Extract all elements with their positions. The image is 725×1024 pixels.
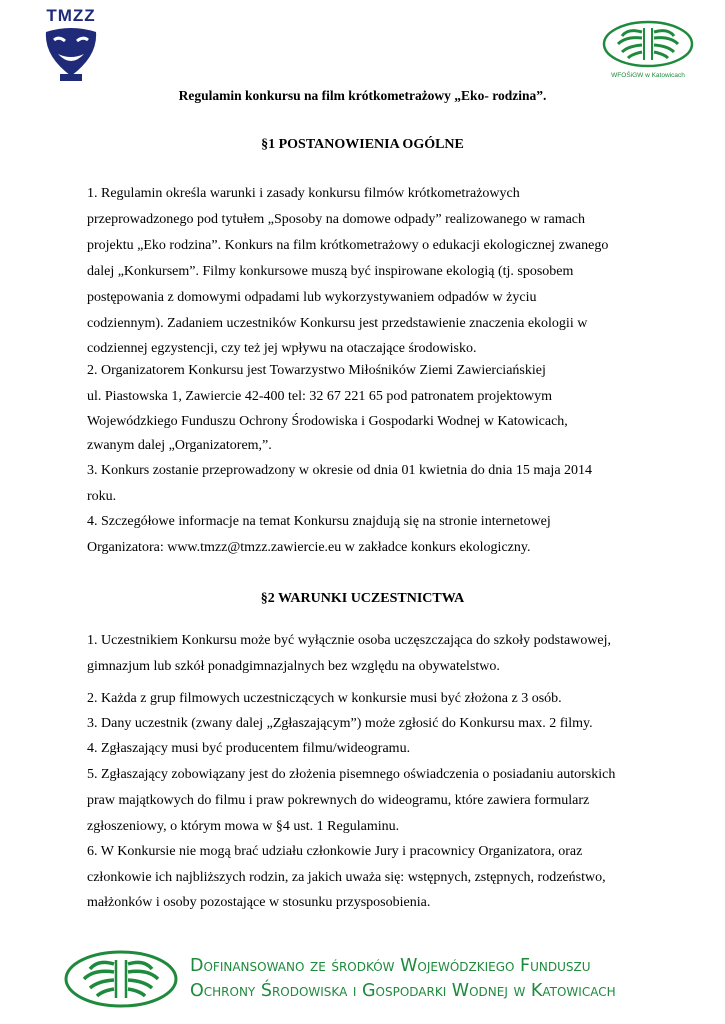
section1-line: codziennym). Zadaniem uczestników Konkursu jest przedstawienie znaczenia ekologii w [87, 316, 588, 331]
section1-line: ul. Piastowska 1, Zawiercie 42-400 tel: 32 67 221 65 pod patronatem projektowym [87, 389, 553, 404]
section1-line: zwanym dalej „Organizatorem,”. [87, 438, 272, 453]
wfosigw-logo [598, 18, 698, 82]
section2-line: praw majątkowych do filmu i praw pokrewnych do wideogramu, które zawiera formularz [87, 793, 590, 808]
funding-text-line1: Dofinansowano ze środków Wojewódzkiego Funduszu [190, 956, 591, 976]
section1-line: roku. [87, 489, 117, 504]
funding-footer [62, 948, 672, 1010]
wfosigw-footer-emblem-icon [62, 948, 180, 1010]
section2-heading: §2 WARUNKI UCZESTNICTWA [260, 591, 465, 606]
section1-line: 1. Regulamin określa warunki i zasady konkursu filmów krótkometrażowych [87, 186, 520, 201]
tmzz-logo [36, 6, 106, 82]
wfosigw-caption: WFOŚiGW w Katowicach [611, 72, 685, 79]
section1-line: Organizatora: www.tmzz@tmzz.zawiercie.eu w zakładce konkurs ekologiczny. [87, 540, 531, 555]
section2-line: 5. Zgłaszający zobowiązany jest do złożenia pisemnego oświadczenia o posiadaniu autorskich [87, 767, 616, 782]
section1-line: codziennej egzystencji, czy też jej wpływu na otaczające środowisko. [87, 341, 477, 356]
section1-line: projektu „Eko rodzina”. Konkurs na film krótkometrażowy o edukacji ekologicznej zwanego [87, 238, 609, 253]
section2-line: 1. Uczestnikiem Konkursu może być wyłącznie osoba uczęszczająca do szkoły podstawowej, [87, 633, 612, 648]
section1-line: dalej „Konkursem”. Filmy konkursowe muszą być inspirowane ekologią (tj. sposobem [87, 264, 574, 279]
document-title: Regulamin konkursu na film krótkometrażowy „Eko- rodzina”. [178, 88, 547, 103]
section2-line: gimnazjum lub szkół ponadgimnazjalnych bez względu na obywatelstwo. [87, 659, 500, 674]
funding-text-line2: Ochrony Środowiska i Gospodarki Wodnej w Katowicach [190, 981, 616, 1001]
section2-line: 6. W Konkursie nie mogą brać udziału członkowie Jury i pracownicy Organizatora, oraz [87, 844, 583, 859]
tmzz-logo-text: TMZZ [46, 6, 96, 25]
section1-heading: §1 POSTANOWIENIA OGÓLNE [261, 137, 464, 152]
section1-line: 3. Konkurs zostanie przeprowadzony w okresie od dnia 01 kwietnia do dnia 15 maja 2014 [87, 463, 593, 478]
section2-line: 2. Każda z grup filmowych uczestniczących w konkursie musi być złożona z 3 osób. [87, 691, 562, 706]
section2-line: zgłoszeniowy, o którym mowa w §4 ust. 1 Regulaminu. [87, 819, 400, 834]
funding-text [190, 954, 616, 1004]
section1-line: 4. Szczegółowe informacje na temat Konkursu znajdują się na stronie internetowej [87, 514, 551, 529]
leaf-emblem-icon [598, 18, 698, 72]
section2-line: 4. Zgłaszający musi być producentem filmu/wideogramu. [87, 741, 411, 756]
section1-line: Wojewódzkiego Funduszu Ochrony Środowiska i Gospodarki Wodnej w Katowicach, [87, 414, 568, 429]
section1-line: postępowania z domowymi odpadami lub wykorzystywaniem odpadów w życiu [87, 290, 537, 305]
section1-line: 2. Organizatorem Konkursu jest Towarzystwo Miłośników Ziemi Zawierciańskiej [87, 363, 546, 378]
theatre-mask-icon [40, 26, 102, 82]
section2-line: 3. Dany uczestnik (zwany dalej „Zgłaszającym”) może zgłosić do Konkursu max. 2 filmy. [87, 716, 593, 731]
section2-line: małżonków i osoby pozostające w stosunku przysposobienia. [87, 895, 431, 910]
section2-line: członkowie ich najbliższych rodzin, za jakich uważa się: wstępnych, zstępnych, rodzeństwo, [87, 870, 606, 885]
section1-line: przeprowadzonego pod tytułem „Sposoby na domowe odpady” realizowanego w ramach [87, 212, 586, 227]
